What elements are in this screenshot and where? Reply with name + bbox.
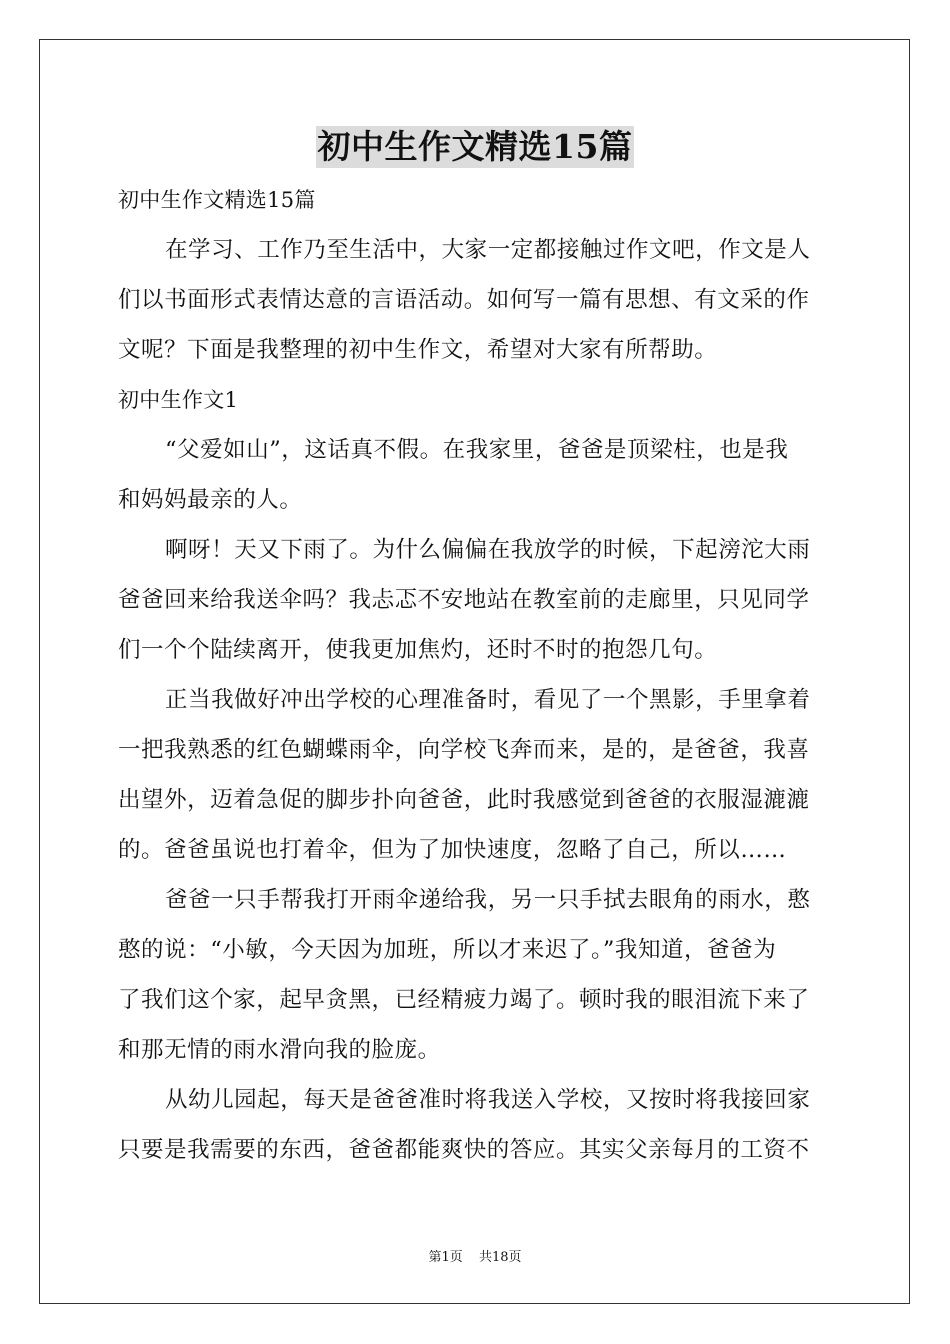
text-line: 爸爸回来给我送伞吗？我忐忑不安地站在教室前的走廊里，只见同学 (118, 587, 810, 613)
text-line: 们一个个陆续离开，使我更加焦灼，还时不时的抱怨几句。 (118, 637, 718, 663)
text-line: 们以书面形式表情达意的言语活动。如何写一篇有思想、有文采的作 (118, 287, 810, 313)
text-line: 只要是我需要的东西，爸爸都能爽快的答应。其实父亲每月的工资不 (118, 1137, 810, 1163)
document-title-wrapper (0, 126, 950, 168)
section-heading: 初中生作文精选15篇 (118, 188, 316, 212)
text-line: 的。爸爸虽说也打着伞，但为了加快速度，忽略了自己，所以…… (118, 837, 787, 863)
document-title: 初中生作文精选15篇 (317, 127, 633, 166)
section-heading: 初中生作文1 (118, 388, 239, 412)
text-line: 和妈妈最亲的人。 (118, 487, 303, 513)
text-line: 憨的说：“小敏，今天因为加班，所以才来迟了。”我知道，爸爸为 (118, 937, 777, 963)
text-line: 啊呀！天又下雨了。为什么偏偏在我放学的时候，下起滂沱大雨 (165, 537, 811, 563)
text-line: 了我们这个家，起早贪黑，已经精疲力竭了。顿时我的眼泪流下来了 (118, 987, 810, 1013)
page-number: 第1页 (428, 1250, 463, 1265)
text-line: 爸爸一只手帮我打开雨伞递给我，另一只手拭去眼角的雨水，憨 (165, 887, 811, 913)
text-line: “父爱如山”，这话真不假。在我家里，爸爸是顶梁柱，也是我 (165, 437, 789, 463)
page-footer (0, 1249, 950, 1267)
text-line: 在学习、工作乃至生活中，大家一定都接触过作文吧，作文是人 (165, 237, 811, 263)
page-total: 共18页 (478, 1250, 522, 1265)
text-line: 和那无情的雨水滑向我的脸庞。 (118, 1037, 441, 1063)
document-body (118, 175, 834, 1175)
text-line: 从幼儿园起，每天是爸爸准时将我送入学校，又按时将我接回家 (165, 1087, 811, 1113)
text-line: 文呢？下面是我整理的初中生作文，希望对大家有所帮助。 (118, 337, 718, 363)
text-line: 一把我熟悉的红色蝴蝶雨伞，向学校飞奔而来，是的，是爸爸，我喜 (118, 737, 810, 763)
text-line: 出望外，迈着急促的脚步扑向爸爸，此时我感觉到爸爸的衣服湿漉漉 (118, 787, 810, 813)
text-line: 正当我做好冲出学校的心理准备时，看见了一个黑影，手里拿着 (165, 687, 811, 713)
